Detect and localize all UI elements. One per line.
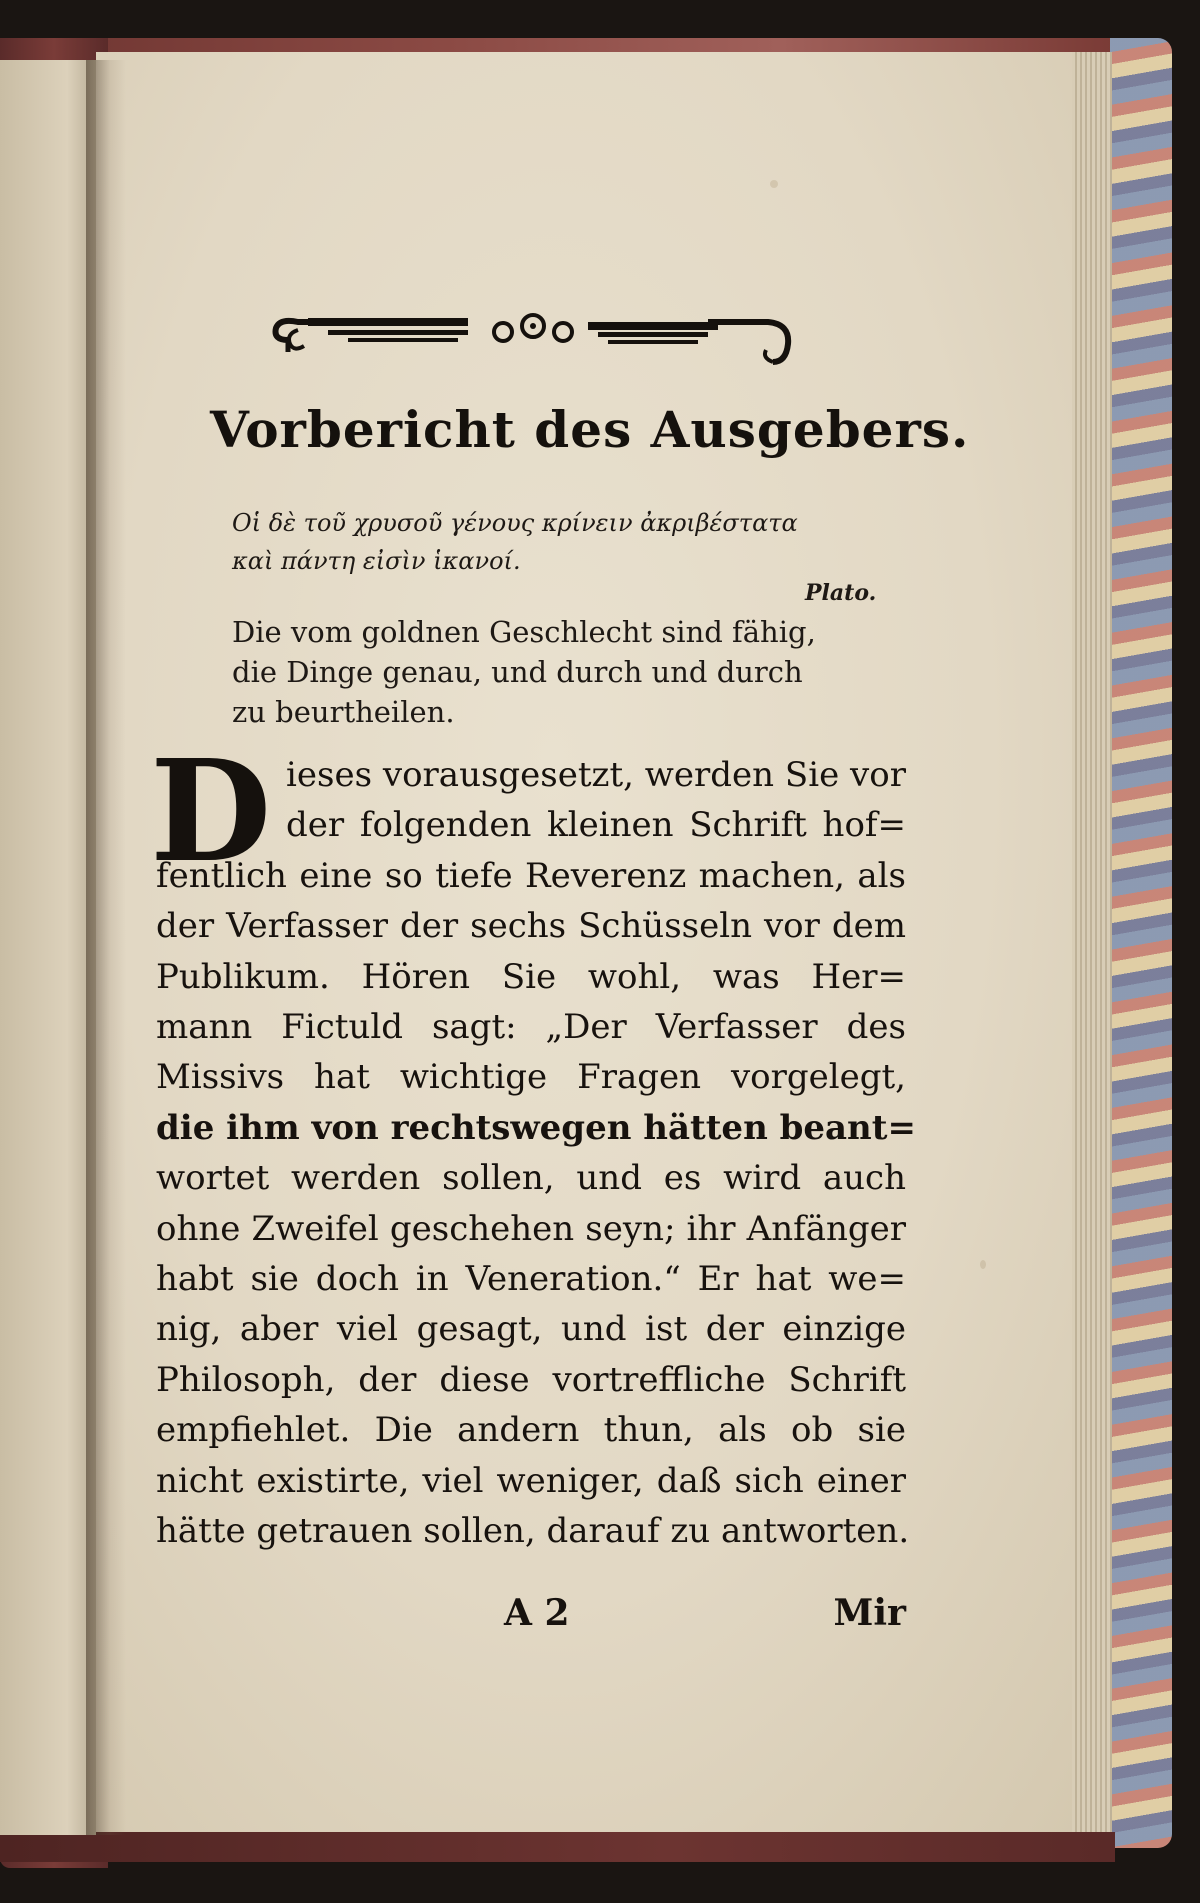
text-line: nicht existirte, viel weniger, daß sich einer (156, 1460, 906, 1501)
text-line: habt sie doch in Veneration.“ Er hat we= (156, 1259, 906, 1300)
marbled-fore-edge (1110, 38, 1172, 1848)
cover-bottom-edge (0, 1832, 1115, 1862)
text-line: ohne Zweifel geschehen seyn; ihr Anfänger (156, 1208, 906, 1249)
page-heading: Vorbericht des Ausgebers. (210, 400, 970, 459)
text-line: Publikum. Hören Sie wohl, was Her= (156, 956, 906, 997)
text-line: ieses vorausgesetzt, werden Sie vor (286, 755, 906, 795)
text-line: fentlich eine so tiefe Reverenz machen, als (156, 855, 906, 896)
text-line: nig, aber viel gesagt, und ist der einzige (156, 1309, 906, 1350)
gutter-shadow (86, 60, 126, 1835)
text-line: wortet werden sollen, und es wird auch (156, 1158, 906, 1199)
foxing-spot (770, 180, 778, 188)
epigraph-attribution: Plato. (805, 580, 877, 606)
text-line: der folgenden kleinen Schrift hof= (286, 805, 906, 846)
text-line: hätte getrauen sollen, darauf zu antworten. (156, 1511, 910, 1552)
foxing-spot (980, 1260, 986, 1269)
translation-line: die Dinge genau, und durch und durch (232, 655, 803, 689)
text-line: mann Fictuld sagt: „Der Verfasser des (156, 1007, 906, 1048)
translation-line: zu beurtheilen. (232, 695, 455, 729)
text-line: der Verfasser der sechs Schüsseln vor dem (156, 906, 906, 947)
page-footer (156, 1592, 906, 1642)
drop-cap: D (150, 730, 272, 894)
page-edges (1072, 52, 1112, 1832)
greek-line: Οἱ δὲ τοῦ χρυσοῦ γένους κρίνειν ἀκριβέστατα (232, 509, 798, 537)
text-line: Missivs hat wichtige Fragen vorgelegt, (156, 1057, 906, 1098)
text-line: empfiehlet. Die andern thun, als ob sie (156, 1410, 906, 1451)
greek-line: καὶ πάντη εἰσὶν ἱκανοί. (232, 547, 521, 575)
left-page-sliver (0, 60, 96, 1835)
text-line: die ihm von rechtswegen hätten beant= (156, 1107, 916, 1148)
catchword: Mir (833, 1592, 906, 1634)
text-line: Philosoph, der diese vortreffliche Schrift (156, 1359, 906, 1400)
headpiece-ornament (268, 300, 798, 380)
body-text (156, 755, 916, 1557)
translation-line: Die vom goldnen Geschlecht sind fähig, (232, 615, 816, 649)
signature-mark: A 2 (504, 1592, 570, 1634)
epigraph-translation (232, 612, 832, 732)
greek-epigraph (232, 504, 832, 580)
